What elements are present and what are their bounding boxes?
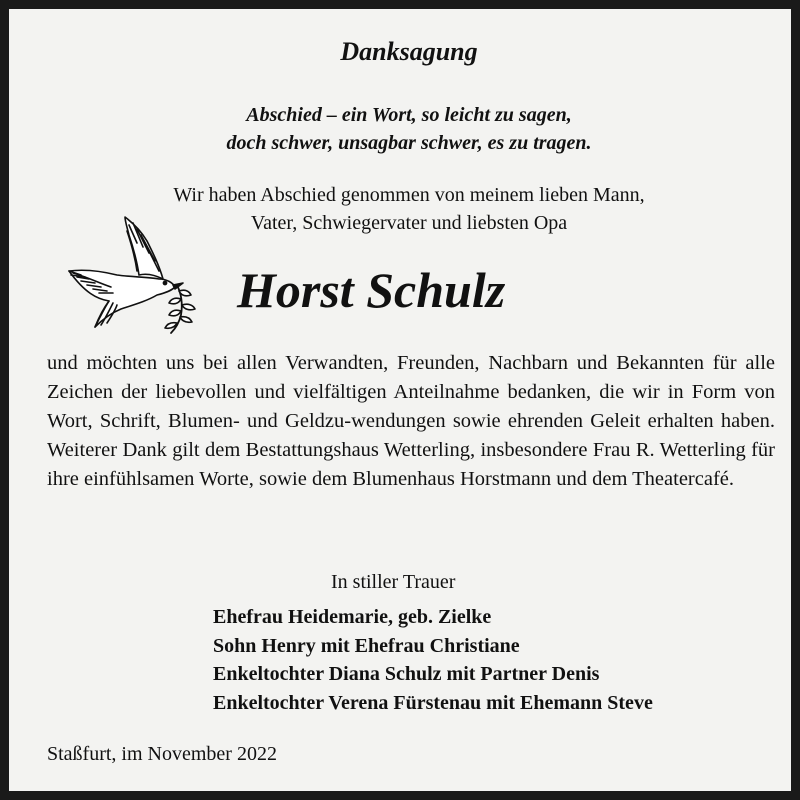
verse: [9, 101, 800, 157]
notice-heading: Danksagung: [340, 37, 478, 66]
verse-line: Abschied – ein Wort, so leicht zu sagen,: [246, 104, 572, 126]
signers-list: [213, 603, 653, 717]
closing-line: In stiller Trauer: [331, 571, 456, 593]
place-and-date: Staßfurt, im November 2022: [47, 743, 277, 765]
thanks-body-text: und möchten uns bei allen Verwandten, Freunden, Nachbarn und Bekannten für alle Zeichen der liebevollen und vielfältigen Anteilnahme bedanken, die wir in Form von Wort, Schrift, Blumen- und Geldzu-wendungen sowie ehrenden Geleit erhalten haben. Weiterer Dank gilt dem Bestattungshaus Wetterling, insbesondere Frau R. Wetterling für ihre einfühlsamen Worte, sowie dem Blumenhaus Horstmann und dem Theatercafé.: [47, 352, 775, 490]
deceased-name: Horst Schulz: [237, 262, 506, 318]
dove-with-olive-branch-icon: [67, 213, 203, 335]
verse-line: doch schwer, unsagbar schwer, es zu tragen.: [226, 132, 592, 154]
signer: Ehefrau Heidemarie, geb. Zielke: [213, 606, 492, 628]
intro-line: Wir haben Abschied genommen von meinem lieben Mann,: [173, 184, 645, 206]
signer: Sohn Henry mit Ehefrau Christiane: [213, 634, 520, 657]
signer: Enkeltochter Verena Fürstenau mit Ehemann Steve: [213, 691, 653, 714]
signer: Enkeltochter Diana Schulz mit Partner Denis: [213, 663, 600, 685]
intro-line: Vater, Schwiegervater und liebsten Opa: [250, 212, 568, 234]
